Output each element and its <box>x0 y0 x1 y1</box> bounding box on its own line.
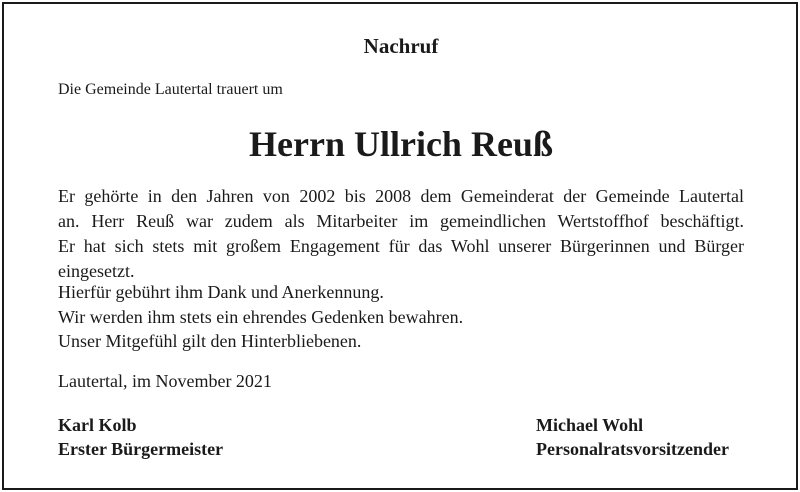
condolence-line: Wir werden ihm stets ein ehrendes Gedenken bewahren. <box>58 306 464 327</box>
biography-paragraph <box>58 184 744 284</box>
condolence-line: Hierfür gebührt ihm Dank und Anerkennung. <box>58 282 384 302</box>
condolence-paragraph <box>58 280 463 354</box>
signatory-name: Michael Wohl <box>536 415 644 435</box>
biography-line: Er gehörte in den Jahren von 2002 bis 2008 dem Gemeinderat der Gemeinde Lautertal <box>58 186 744 206</box>
signatory-name: Karl Kolb <box>58 415 137 435</box>
condolence-line: Unser Mitgefühl gilt den Hinterbliebenen. <box>58 331 362 351</box>
signature-block-mayor <box>58 413 223 461</box>
signatory-role: Erster Bürgermeister <box>58 439 224 459</box>
notice-title: Nachruf <box>363 34 439 58</box>
biography-line: eingesetzt. <box>58 261 135 281</box>
signature-block-staff-council <box>536 413 729 461</box>
signatory-role: Personalratsvorsitzender <box>536 439 729 459</box>
deceased-name: Herrn Ullrich Reuß <box>249 124 553 164</box>
biography-line: Er hat sich stets mit großem Engagement für das Wohl unserer Bürgerinnen und Bürger <box>58 236 744 256</box>
biography-line: an. Herr Reuß war zudem als Mitarbeiter im gemeindlichen Wertstoffhof beschäftigt. <box>58 211 744 231</box>
intro-text: Die Gemeinde Lautertal trauert um <box>58 81 283 98</box>
place-date: Lautertal, im November 2021 <box>58 371 272 391</box>
